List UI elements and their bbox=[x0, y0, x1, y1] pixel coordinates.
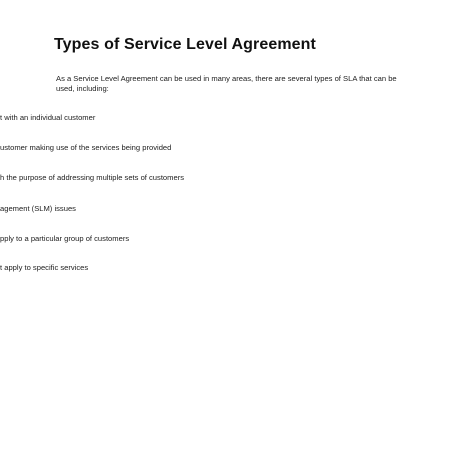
list-item: h the purpose of addressing multiple sets of customers bbox=[0, 173, 185, 182]
list-item: t with an individual customer bbox=[0, 113, 96, 122]
list-item: pply to a particular group of customers bbox=[0, 234, 130, 243]
list-item: agement (SLM) issues bbox=[0, 204, 76, 213]
intro-paragraph: As a Service Level Agreement can be used in many areas, there are several types of SLA that can be used, including: bbox=[56, 74, 397, 93]
list-item: ustomer making use of the services being provided bbox=[0, 143, 172, 152]
slide-title: Types of Service Level Agreement bbox=[54, 36, 316, 53]
list-item: t apply to specific services bbox=[0, 263, 89, 272]
